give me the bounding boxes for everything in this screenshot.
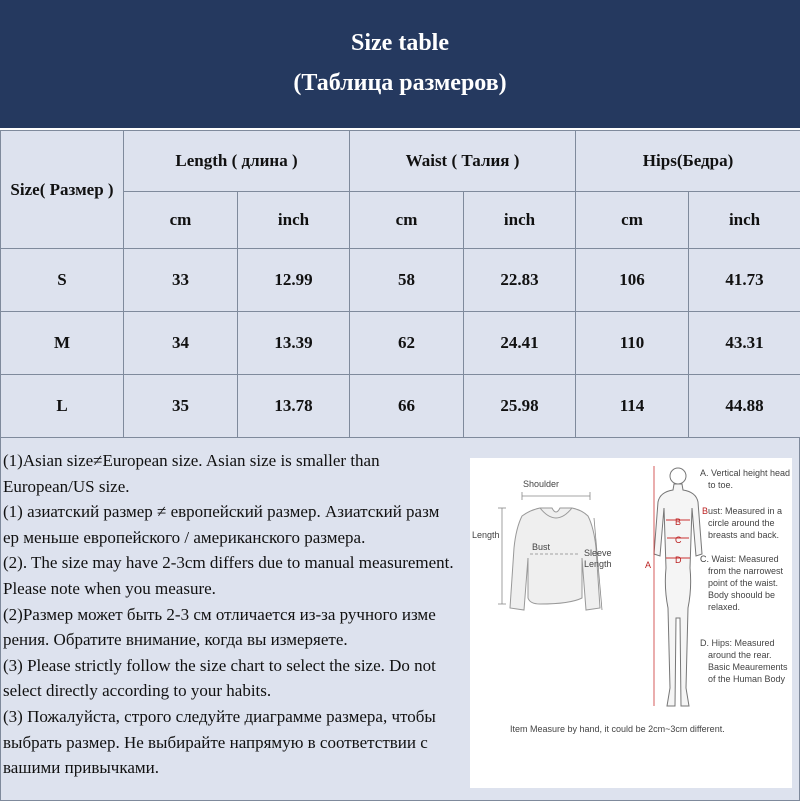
table-row — [1, 312, 800, 375]
table-cell: 66 — [350, 375, 464, 438]
table-cell: 110 — [576, 312, 689, 375]
table-cell: 62 — [350, 312, 464, 375]
desc-d-2: around the rear. — [708, 650, 772, 661]
table-cell: 114 — [576, 375, 689, 438]
note-line: (2). The size may have 2-3cm differs due to manual measurement. — [3, 550, 463, 576]
note-line: ер меньше европейского / американского размера. — [3, 525, 463, 551]
notes-panel — [0, 437, 800, 801]
note-line: Please note when you measure. — [3, 576, 463, 602]
table-cell: 24.41 — [464, 312, 576, 375]
table-row — [1, 375, 800, 438]
size-cell: L — [1, 375, 124, 438]
letter-a: A — [645, 560, 651, 571]
desc-a-2: to toe. — [708, 480, 733, 491]
length-group-header: Length ( длина ) — [124, 131, 350, 192]
table-header-row — [1, 131, 800, 192]
note-line: выбрать размер. Не выбирайте напрямую в соответствии с — [3, 730, 463, 756]
desc-c-5: relaxed. — [708, 602, 740, 613]
table-cell: 22.83 — [464, 249, 576, 312]
note-line: (2)Размер может быть 2-3 см отличается из-за ручного изме — [3, 602, 463, 628]
table-cell: 41.73 — [689, 249, 800, 312]
letter-d: D — [675, 555, 682, 566]
desc-d-3: Basic Meaurements — [708, 662, 788, 673]
unit-header: cm — [350, 192, 464, 249]
desc-b-2: circle around the — [708, 518, 775, 529]
desc-c-4: Body shoould be — [708, 590, 775, 601]
unit-header: cm — [124, 192, 238, 249]
note-line: (1)Asian size≠European size. Asian size is smaller than — [3, 448, 463, 474]
desc-b-letter: B — [702, 506, 708, 516]
desc-b-1 — [702, 506, 782, 517]
letter-b: B — [675, 517, 681, 528]
page-subtitle: (Таблица размеров) — [0, 70, 800, 97]
letter-c: C — [675, 535, 682, 546]
diagram-footer: Item Measure by hand, it could be 2cm~3cm different. — [510, 724, 725, 735]
size-cell: M — [1, 312, 124, 375]
bust-label: Bust — [532, 542, 550, 553]
desc-d-4: of the Human Body — [708, 674, 785, 685]
table-cell: 33 — [124, 249, 238, 312]
size-notes — [3, 448, 463, 781]
table-cell: 44.88 — [689, 375, 800, 438]
table-row — [1, 249, 800, 312]
table-cell: 25.98 — [464, 375, 576, 438]
unit-header: inch — [464, 192, 576, 249]
desc-a-1: A. Vertical height head — [700, 468, 790, 479]
table-cell: 43.31 — [689, 312, 800, 375]
table-cell: 106 — [576, 249, 689, 312]
note-line: (3) Пожалуйста, строго следуйте диаграмме размера, чтобы — [3, 704, 463, 730]
unit-header: inch — [238, 192, 350, 249]
hips-group-header: Hips(Бедра) — [576, 131, 800, 192]
desc-b-text: ust: Measured in a — [708, 506, 782, 516]
shoulder-label: Shoulder — [523, 479, 559, 490]
table-cell: 34 — [124, 312, 238, 375]
note-line: рения. Обратите внимание, когда вы измеряете. — [3, 627, 463, 653]
page-title: Size table — [0, 30, 800, 57]
unit-header: cm — [576, 192, 689, 249]
measurement-diagram — [470, 458, 792, 788]
desc-c-1: C. Waist: Measured — [700, 554, 779, 565]
size-table — [0, 130, 800, 438]
table-cell: 58 — [350, 249, 464, 312]
sleeve-label: Sleeve — [584, 548, 612, 559]
desc-c-3: point of the waist. — [708, 578, 778, 589]
length-label: Length — [472, 530, 500, 541]
desc-c-2: from the narrowest — [708, 566, 783, 577]
title-banner — [0, 0, 800, 128]
desc-b-3: breasts and back. — [708, 530, 779, 541]
table-cell: 13.39 — [238, 312, 350, 375]
note-line: select directly according to your habits. — [3, 678, 463, 704]
note-line: вашими привычками. — [3, 755, 463, 781]
desc-d-1: D. Hips: Measured — [700, 638, 775, 649]
waist-group-header: Waist ( Талия ) — [350, 131, 576, 192]
size-cell: S — [1, 249, 124, 312]
note-line: (1) азиатский размер ≠ европейский размер. Азиатский разм — [3, 499, 463, 525]
unit-header: inch — [689, 192, 800, 249]
table-cell: 13.78 — [238, 375, 350, 438]
sleeve-label-2: Length — [584, 559, 612, 570]
size-column-header: Size( Размер ) — [1, 131, 124, 249]
note-line: (3) Please strictly follow the size chart to select the size. Do not — [3, 653, 463, 679]
table-cell: 35 — [124, 375, 238, 438]
note-line: European/US size. — [3, 474, 463, 500]
table-cell: 12.99 — [238, 249, 350, 312]
